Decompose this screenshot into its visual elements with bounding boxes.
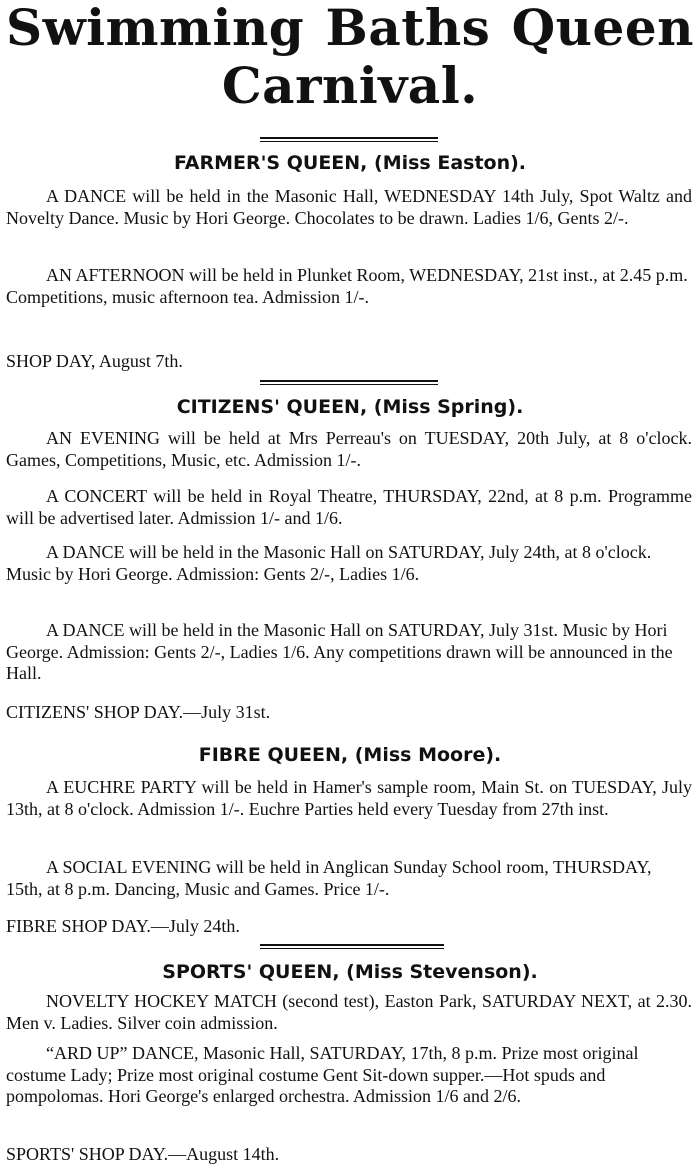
paragraph-citizens-dance-31st: A DANCE will be held in the Masonic Hall on SATURDAY, July 31st. Music by Hori George. Admission: Gents 2/-, Ladies 1/6. Any competitions drawn will be announced in the Hall.	[6, 620, 673, 683]
section-title-fibre-queen: FIBRE QUEEN, (Miss Moore).	[198, 744, 502, 766]
paragraph-fibre-euchre: A EUCHRE PARTY will be held in Hamer's sample room, Main St. on TUESDAY, July 13th, at 8 o'clock. Admission 1/-. Euchre Parties held every Tuesday from 27th inst.	[6, 777, 692, 819]
section-title-sports-queen: SPORTS' QUEEN, (Miss Stevenson).	[162, 961, 538, 983]
section-title-farmers-queen: FARMER'S QUEEN, (Miss Easton).	[173, 152, 527, 174]
headline-line-2: Carnival.	[221, 56, 479, 115]
paragraph-citizens-dance-24th: A DANCE will be held in the Masonic Hall on SATURDAY, July 24th, at 8 o'clock. Music by Hori George. Admission: Gents 2/-, Ladies 1/6.	[6, 542, 652, 584]
paragraph-citizens-concert: A CONCERT will be held in Royal Theatre, THURSDAY, 22nd, at 8 p.m. Programme will be advertised later. Admission 1/- and 1/6.	[6, 486, 692, 528]
paragraph-farmers-dance: A DANCE will be held in the Masonic Hall, WEDNESDAY 14th July, Spot Waltz and Novelty Dance. Music by Hori George. Chocolates to be drawn. Ladies 1/6, Gents 2/-.	[6, 186, 692, 228]
paragraph-sports-hockey: NOVELTY HOCKEY MATCH (second test), Easton Park, SATURDAY NEXT, at 2.30. Men v. Ladies. Silver coin admission.	[6, 991, 692, 1033]
paragraph-fibre-social: A SOCIAL EVENING will be held in Anglican Sunday School room, THURSDAY, 15th, at 8 p.m. Dancing, Music and Games. Price 1/-.	[6, 857, 652, 899]
headline-line-1: Swimming Baths Queen	[6, 0, 694, 57]
paragraph-citizens-evening: AN EVENING will be held at Mrs Perreau's on TUESDAY, 20th July, at 8 o'clock. Games, Competitions, Music, etc. Admission 1/-.	[6, 428, 692, 470]
shop-day-citizens: CITIZENS' SHOP DAY.—July 31st.	[6, 702, 271, 722]
shop-day-farmers: SHOP DAY, August 7th.	[6, 351, 183, 371]
shop-day-sports: SPORTS' SHOP DAY.—August 14th.	[6, 1144, 280, 1164]
section-divider	[260, 137, 438, 142]
section-divider	[260, 944, 444, 949]
section-title-citizens-queen: CITIZENS' QUEEN, (Miss Spring).	[176, 396, 524, 418]
section-divider	[260, 380, 438, 385]
paragraph-farmers-afternoon: AN AFTERNOON will be held in Plunket Room, WEDNESDAY, 21st inst., at 2.45 p.m. Competitions, music afternoon tea. Admission 1/-.	[6, 265, 688, 307]
paragraph-sports-dance: “ARD UP” DANCE, Masonic Hall, SATURDAY, 17th, 8 p.m. Prize most original costume Lady; Prize most original costume Gent Sit-down supper.—Hot spuds and pompolomas. Hori George's enlarged orchestra. Admission 1/6 and 2/6.	[6, 1043, 639, 1106]
shop-day-fibre: FIBRE SHOP DAY.—July 24th.	[6, 916, 240, 936]
